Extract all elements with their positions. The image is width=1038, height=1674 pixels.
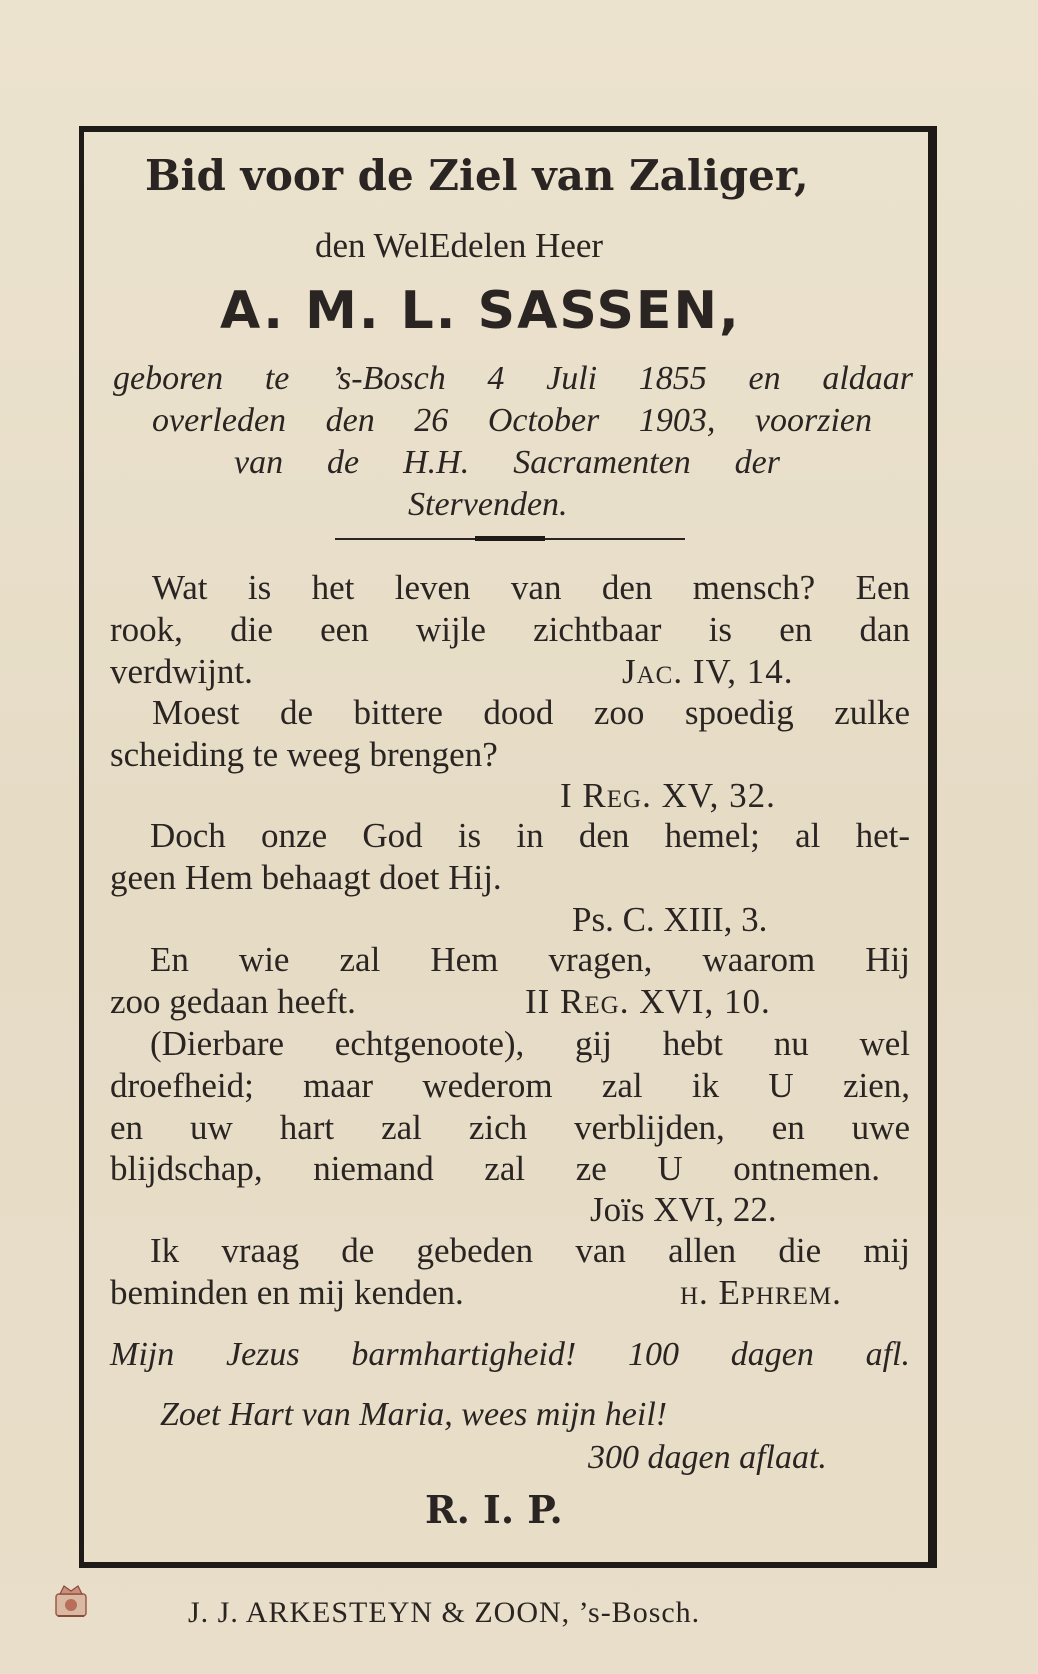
deceased-name: A. M. L. SASSEN, bbox=[220, 281, 741, 341]
bio-line-1: geboren te ’s-Bosch 4 Juli 1855 en aldaar bbox=[113, 360, 913, 397]
divider-center bbox=[475, 536, 545, 541]
indulgence-prayer-2-line-2: 300 dagen aflaat. bbox=[588, 1439, 827, 1476]
verse-4-line-2: zoo gedaan heeft. bbox=[110, 982, 356, 1021]
verse-1-ref: Jac. IV, 14. bbox=[622, 652, 794, 691]
verse-6-line-1: Ik vraag de gebeden van allen die mij bbox=[150, 1231, 910, 1270]
verse-5-line-1: (Dierbare echtgenoote), gij hebt nu wel bbox=[150, 1024, 910, 1063]
verse-3-ref: Ps. C. XIII, 3. bbox=[572, 900, 768, 939]
verse-3-line-1: Doch onze God is in den hemel; al het- bbox=[150, 816, 910, 855]
verse-1-line-1: Wat is het leven van den mensch? Een bbox=[152, 568, 910, 607]
bio-line-2: overleden den 26 October 1903, voorzien bbox=[152, 402, 872, 439]
verse-2-ref: I Reg. XV, 32. bbox=[560, 776, 776, 815]
verse-6-ref: h. Ephrem. bbox=[680, 1273, 842, 1312]
honorific: den WelEdelen Heer bbox=[315, 226, 604, 265]
card-heading: Bid voor de Ziel van Zaliger, bbox=[145, 151, 809, 200]
printer-imprint: J. J. ARKESTEYN & ZOON, ’s-Bosch. bbox=[188, 1596, 701, 1629]
verse-2-line-2: scheiding te weeg brengen? bbox=[110, 735, 498, 774]
verse-4-line-1: En wie zal Hem vragen, waarom Hij bbox=[150, 940, 910, 979]
bio-line-3: van de H.H. Sacramenten der bbox=[234, 444, 780, 481]
verse-5-line-2: droefheid; maar wederom zal ik U zien, bbox=[110, 1066, 910, 1105]
verse-5-line-3: en uw hart zal zich verblijden, en uwe bbox=[110, 1108, 910, 1147]
printer-emblem-icon bbox=[50, 1582, 92, 1622]
verse-1-line-3: verdwijnt. bbox=[110, 652, 253, 691]
verse-5-ref: Joïs XVI, 22. bbox=[590, 1190, 777, 1229]
verse-6-line-2: beminden en mij kenden. bbox=[110, 1273, 464, 1312]
indulgence-prayer-1: Mijn Jezus barmhartigheid! 100 dagen afl. bbox=[110, 1336, 910, 1373]
verse-3-line-2: geen Hem behaagt doet Hij. bbox=[110, 858, 502, 897]
verse-2-line-1: Moest de bittere dood zoo spoedig zulke bbox=[152, 693, 910, 732]
indulgence-prayer-2-line-1: Zoet Hart van Maria, wees mijn heil! bbox=[160, 1396, 668, 1433]
verse-1-line-2: rook, die een wijle zichtbaar is en dan bbox=[110, 610, 910, 649]
verse-4-ref: II Reg. XVI, 10. bbox=[525, 982, 771, 1021]
rip: R. I. P. bbox=[425, 1487, 563, 1532]
verse-5-line-4: blijdschap, niemand zal ze U ontnemen. bbox=[110, 1149, 880, 1188]
bio-line-4: Stervenden. bbox=[408, 486, 568, 523]
